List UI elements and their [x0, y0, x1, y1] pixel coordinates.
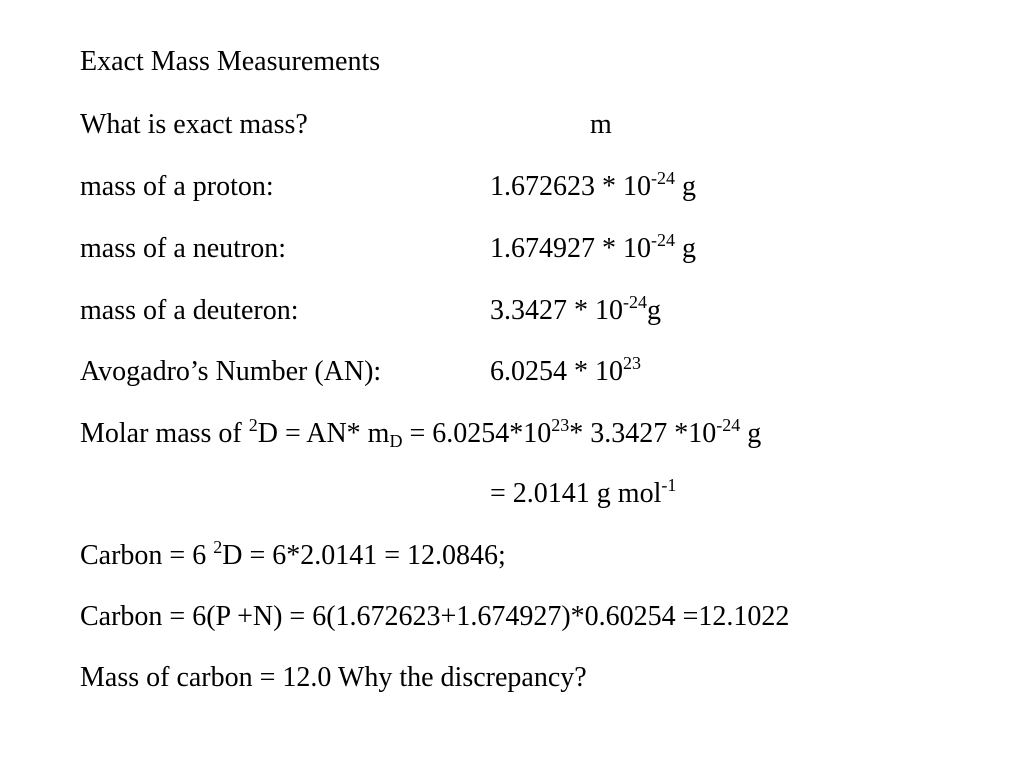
neutron-mantissa: 1.674927 * 10: [490, 233, 651, 264]
molar-text-d: * 3.3427 *10: [569, 418, 717, 449]
molar-result-text: = 2.0141 g mol: [490, 478, 662, 509]
carbon-mass-line: Mass of carbon = 12.0 Why the discrepancy?: [80, 662, 587, 693]
proton-label: mass of a proton:: [80, 171, 274, 202]
molar-text-b: D = AN* m: [257, 418, 390, 449]
molar-result-exponent: -1: [661, 475, 677, 495]
carbon-nucleon-line: Carbon = 6(P +N) = 6(1.672623+1.674927)*0.60254 =12.1022: [80, 601, 790, 632]
proton-unit: g: [675, 171, 696, 202]
molar-result: [490, 475, 677, 510]
avogadro-line: [80, 353, 641, 388]
molar-text-a: Molar mass of: [80, 418, 249, 449]
avogadro-mantissa: 6.0254 * 10: [490, 356, 623, 387]
carbon1-text-b: D = 6*2.0141 = 12.0846;: [222, 540, 506, 571]
deuteron-line: [80, 292, 661, 327]
neutron-label: mass of a neutron:: [80, 233, 287, 264]
proton-exponent: -24: [651, 168, 675, 188]
molar-sup-2: 23: [551, 415, 570, 435]
deuteron-mantissa: 3.3427 * 10: [490, 295, 623, 326]
molar-sub-1: D: [389, 431, 403, 451]
deuteron-label: mass of a deuteron:: [80, 295, 299, 326]
neutron-value: [490, 230, 696, 265]
question-text: What is exact mass?: [80, 109, 308, 140]
slide-title: Exact Mass Measurements: [80, 46, 381, 77]
molar-text-e: g: [740, 418, 762, 449]
neutron-exponent: -24: [651, 230, 675, 250]
neutron-unit: g: [675, 233, 696, 264]
deuteron-value: [490, 292, 661, 327]
carbon-deuterium-line: [80, 537, 506, 572]
proton-mantissa: 1.672623 * 10: [490, 171, 651, 202]
carbon1-sup: 2: [213, 537, 223, 557]
proton-value: [490, 168, 696, 203]
deuteron-exponent: -24: [623, 292, 647, 312]
molar-sup-1: 2: [248, 415, 258, 435]
carbon1-text-a: Carbon = 6: [80, 540, 214, 571]
proton-line: [80, 168, 696, 203]
neutron-line: [80, 230, 696, 265]
molar-text-c: = 6.0254*10: [402, 418, 552, 449]
avogadro-label: Avogadro’s Number (AN):: [80, 356, 382, 387]
molar-sup-3: -24: [716, 415, 741, 435]
deuteron-unit: g: [647, 295, 661, 326]
molar-mass-line: [80, 415, 762, 451]
question-line: [80, 109, 612, 141]
avogadro-value: [490, 353, 641, 388]
mass-symbol: m: [590, 109, 612, 140]
avogadro-exponent: 23: [623, 353, 641, 373]
